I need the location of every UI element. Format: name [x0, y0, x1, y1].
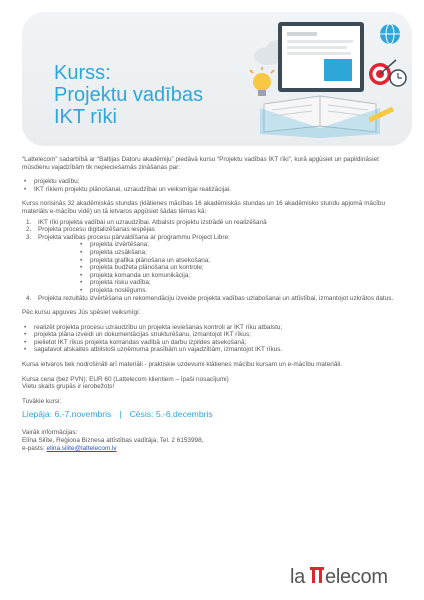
topic-list	[22, 219, 406, 303]
topic-item	[26, 295, 406, 303]
title-line-1: Kurss:	[54, 62, 111, 84]
course-info-paragraph: Kurss norisinās 32 akadēmiskās stundas (klātienes mācības 16 akadēmiskās stundas un 16 akadēmisko stundu apjomā mācību materiāls e-mācību vidē) un tā ietvaros apgūsiet šādas tēmas kā:	[22, 200, 386, 215]
skill-item: • realizēt projekta procesu uzraudzību un projekta ieviešanas kontroli ar IKT rīku atbalstu;	[22, 324, 406, 332]
topic-item	[26, 234, 406, 242]
title-line-3: IKT rīki	[54, 106, 117, 128]
contact-email-label: e-pasts:	[22, 444, 45, 452]
lattelecom-logo	[290, 561, 416, 591]
topic-number: 3.	[26, 233, 32, 241]
skills-list	[22, 324, 406, 354]
subtopic-item: • projekta grafika plānošana un atsekošana;	[80, 257, 406, 265]
open-book-icon	[260, 96, 380, 138]
topic-text: Projekta procesu digitalizēšanas iespējas	[38, 226, 155, 234]
course-dates	[22, 409, 406, 420]
topic-text: IKT rīki projekta vadībai un uzraudzībai. Atbalsts projektu izstrādē un realizēšanā	[38, 218, 267, 226]
subtopic-item: • projekta risku vadība;	[80, 279, 406, 287]
intro-bullet-list	[22, 178, 406, 193]
skill-item: • sagatavot atskaites atbilstoši uzņēmuma prasībām un vajadzībām, izmantojot IKT rīkus.	[22, 346, 406, 354]
topic-number: 4.	[26, 294, 32, 302]
contact-email-link[interactable]: elina.silite@lattelecom.lv	[46, 444, 117, 452]
skill-item: • pielietot IKT rīkus projekta komandas vadībā un darbu izpildes atsekošanā;	[22, 339, 406, 347]
flyer-body	[22, 156, 406, 459]
topic-text: Projekta vadības procesu pārvaldīšana ar programmu Project Libre:	[38, 233, 230, 241]
contact-info	[22, 429, 406, 452]
format-note: Kursa ietvaros tiek nodrošināti arī materiāli - praktiskie uzdevumi klātienes mācību kursam un e-mācību materiāli.	[22, 361, 343, 369]
skill-item: • projekta plāna izveidi un dokumentācijas strukturēšanu, izmantojot IKT rīkus;	[22, 331, 406, 339]
subtopic-item: • projekta budžeta plānošana un kontrole;	[80, 264, 406, 272]
svg-text:la: la	[290, 566, 305, 588]
intro-paragraph: “Lattelecom” sadarbībā ar “Baltijas Datoru akadēmiju” piedāvā kursu “Projektu vadības IKT rīki”, kurā apgūsiet un papildināsiet mūsdienu vajadzībām tik nepieciešamās zināšanas par:	[22, 156, 379, 171]
availability-line: Vietu skaits grupās ir ierobežots!	[22, 383, 115, 391]
contact-person: Elīna Silīte, Reģiona Biznesa attīstības vadītāja, Tel. 2 6153998,	[22, 437, 204, 445]
monitor-icon	[278, 22, 364, 92]
globe-icon	[380, 24, 400, 44]
clock-icon	[390, 70, 406, 86]
topic-text: Projekta rezultātu izvērtēšana un rekomendāciju izveide projekta vadības uzlabošanai un attīstībai, izmantojot uzkrātos datus.	[38, 294, 394, 302]
topic-item	[26, 226, 406, 234]
date-liepaja: Liepāja: 6.-7.novembris	[22, 409, 112, 420]
subtopic-list	[26, 241, 406, 294]
intro-bullet: • IKT rīkiem projektu plānošanai, uzraudzībai un veiksmīgai realizācijai.	[22, 186, 406, 194]
svg-text:elecom: elecom	[325, 566, 388, 588]
contact-label: Vairāk informācijas:	[22, 429, 78, 437]
title-line-2: Projektu vadības	[54, 84, 203, 106]
topic-item	[26, 219, 406, 227]
header-illustration	[212, 12, 412, 146]
skills-intro: Pēc kursu apguves Jūs spēsiet veiksmīgi:	[22, 309, 141, 317]
header-banner	[22, 12, 412, 146]
subtopic-item: • projekta komanda un komunikācija;	[80, 272, 406, 280]
subtopic-item: • projekta uzsākšana;	[80, 249, 406, 257]
date-cesis: Cēsis: 5.-6.decembris	[129, 409, 213, 420]
topic-number: 2.	[26, 226, 32, 234]
price-line: Kursa cena (bez PVN): EUR 60 (Lattelecom klientiem – īpaši nosacījumi)	[22, 375, 229, 383]
lattelecom-logo-mark	[290, 561, 416, 591]
intro-bullet: • projektu vadību;	[22, 178, 406, 186]
topic-number: 1.	[26, 218, 32, 226]
date-separator: |	[119, 409, 122, 420]
subtopic-item: • projekta izvērtēšana;	[80, 241, 406, 249]
page-title	[54, 62, 203, 128]
subtopic-item: • projekta noslēgums.	[80, 287, 406, 295]
price-info	[22, 376, 406, 391]
dates-label: Tuvākie kursi:	[22, 397, 62, 405]
lightbulb-icon	[250, 67, 274, 96]
